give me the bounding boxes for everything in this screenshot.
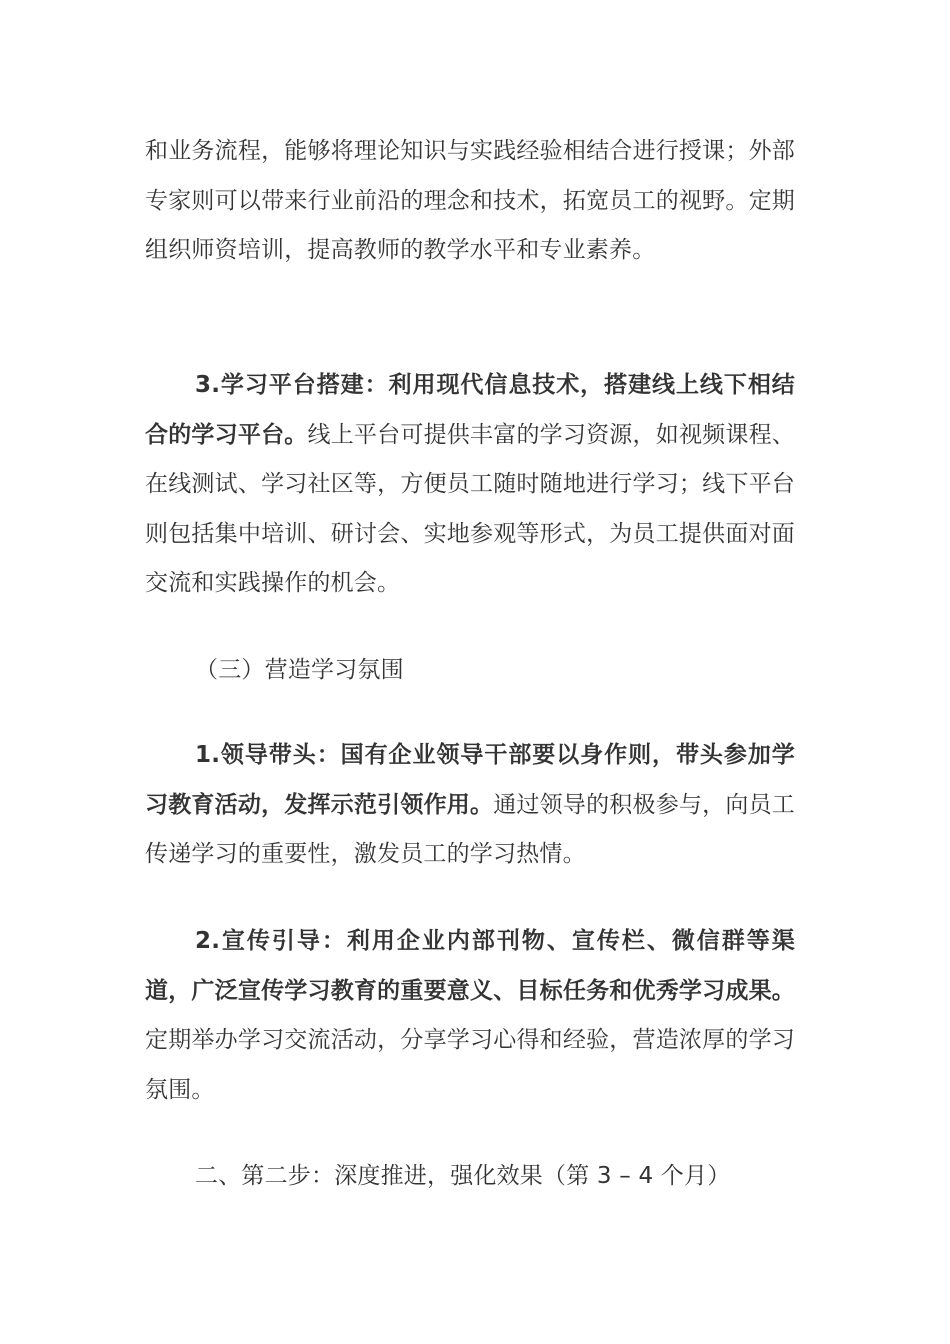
paragraph-bold-lead: 3.学习平台搭建：利用现代信息技术，搭建线上线下相结合的学习平台。 <box>145 372 795 448</box>
heading-text: （三）营造学习氛围 <box>195 657 404 683</box>
paragraph-bold-lead: 2.宣传引导：利用企业内部刊物、宣传栏、微信群等渠道，广泛宣传学习教育的重要意义、目标任务和优秀学习成果。 <box>145 928 795 1004</box>
paragraph-text: 线上平台可提供丰富的学习资源，如视频课程、在线测试、学习社区等，方便员工随时随地进行学习；线下平台则包括集中培训、研讨会、实地参观等形式，为员工提供面对面交流和实践操作的机会。 <box>145 421 796 596</box>
paragraph-bold-lead: 1.领导带头：国有企业领导干部要以身作则，带头参加学习教育活动，发挥示范引领作用。 <box>145 742 795 818</box>
paragraph-text: 通过领导的积极参与，向员工传递学习的重要性，激发员工的学习热情。 <box>145 791 795 867</box>
section-heading-step-two <box>145 1152 795 1202</box>
section-heading-learning-atmosphere <box>145 646 795 696</box>
paragraph-teacher-training <box>145 127 795 276</box>
paragraph-text: 和业务流程，能够将理论知识与实践经验相结合进行授课；外部专家则可以带来行业前沿的理念和技术，拓宽员工的视野。定期组织师资培训，提高教师的教学水平和专业素养。 <box>145 138 795 263</box>
paragraph-text: 定期举办学习交流活动，分享学习心得和经验，营造浓厚的学习氛围。 <box>145 1027 795 1103</box>
paragraph-publicity <box>145 917 795 1115</box>
heading-text: 二、第二步：深度推进，强化效果（第 3 – 4 个月） <box>195 1163 731 1189</box>
paragraph-learning-platform <box>145 361 795 609</box>
paragraph-leadership <box>145 731 795 880</box>
